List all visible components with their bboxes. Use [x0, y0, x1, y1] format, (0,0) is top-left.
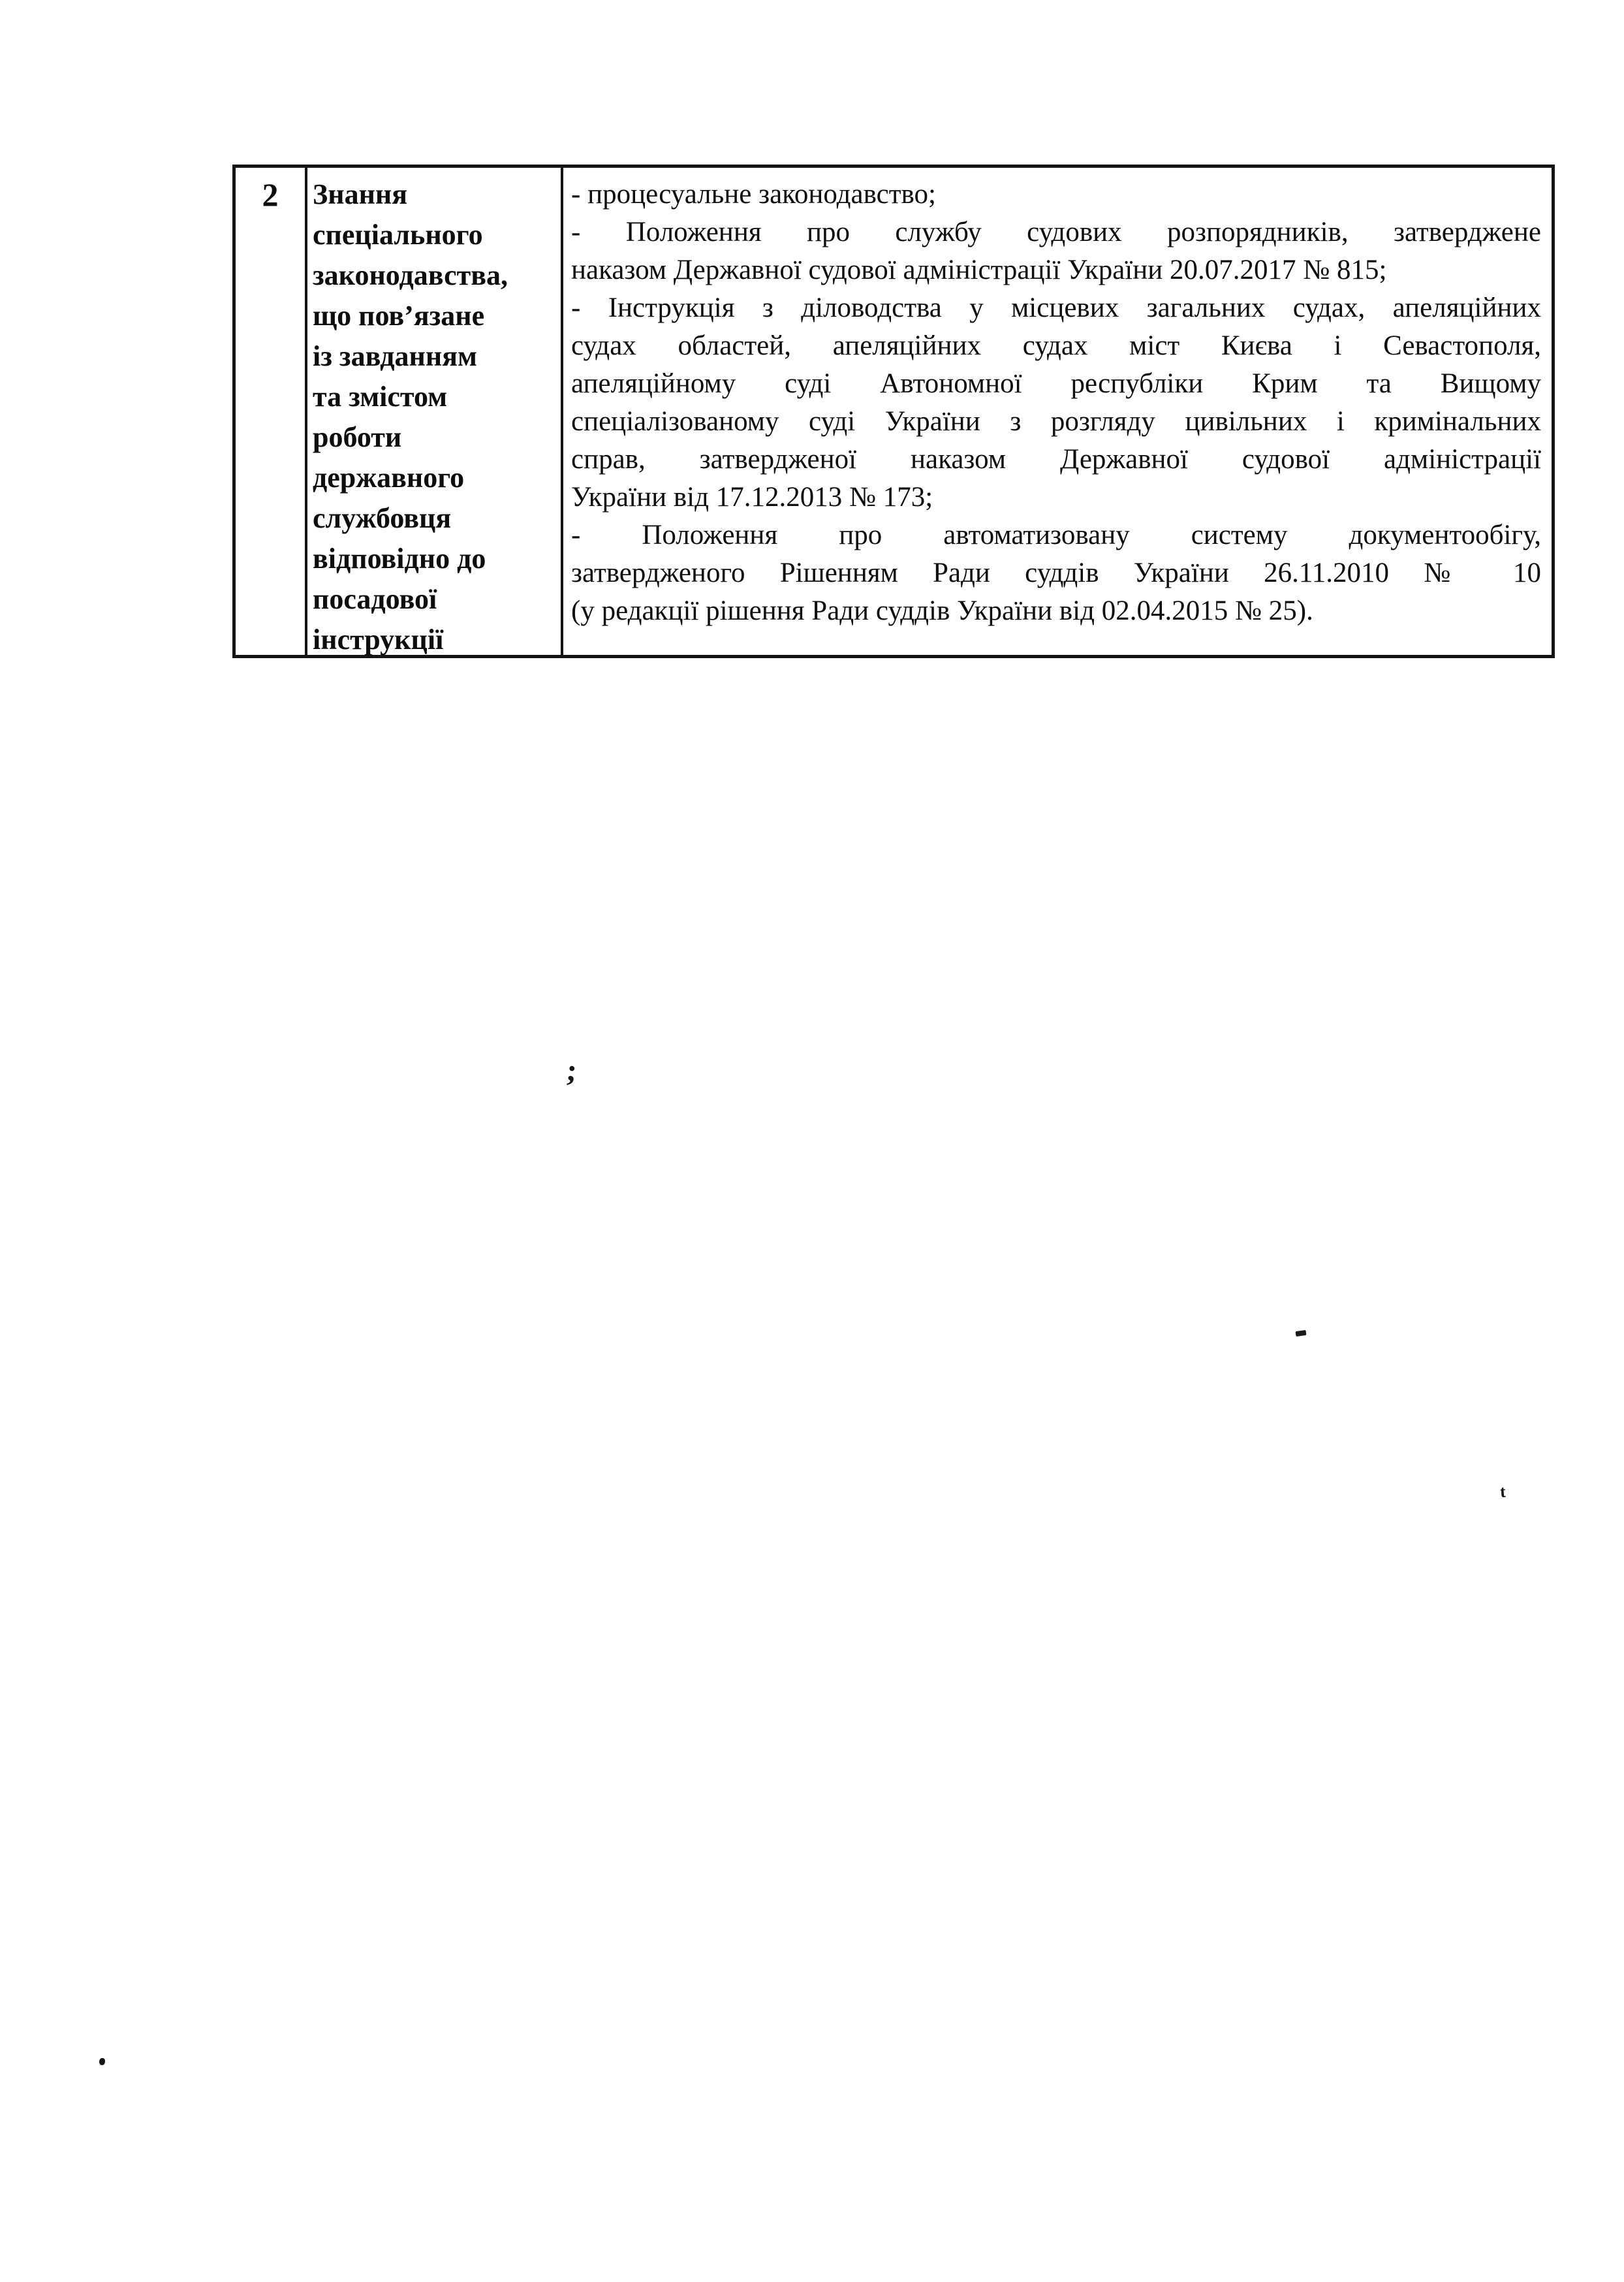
legislation-line: - Положення про автоматизовану систему документообігу, — [571, 520, 1541, 550]
legislation-item — [571, 289, 1541, 516]
criterion-line: законодавства, — [313, 259, 508, 291]
criterion-line: спеціального — [313, 219, 483, 251]
legislation-line: спеціалізованому суді України з розгляду цивільних і кримінальних — [571, 406, 1541, 437]
legislation-list-cell — [563, 168, 1552, 655]
legislation-item — [571, 176, 1541, 214]
legislation-line: України від 17.12.2013 № 173; — [571, 482, 933, 513]
legislation-item — [571, 214, 1541, 289]
criterion-cell — [307, 168, 563, 655]
legislation-line: судах областей, апеляційних судах міст Києва і Севастополя, — [571, 330, 1541, 361]
criterion-line: посадової — [313, 583, 437, 615]
row-number-cell — [236, 168, 307, 655]
legislation-line: апеляційному суді Автономної республіки Крим та Вищому — [571, 368, 1541, 399]
legislation-line: - Інструкція з діловодства у місцевих загальних судах, апеляційних — [571, 293, 1541, 323]
criterion-line: державного — [313, 462, 465, 494]
criterion-line: роботи — [313, 421, 402, 453]
legislation-line: наказом Державної судової адміністрації України 20.07.2017 № 815; — [571, 255, 1387, 285]
scan-speck-t: t — [1499, 1482, 1507, 1502]
criterion-line: що пов’язане — [313, 300, 485, 332]
criteria-table — [232, 165, 1555, 658]
criterion-line: інструкції — [313, 624, 444, 656]
criterion-line: із завданням — [313, 340, 477, 372]
criterion-line: та змістом — [313, 381, 448, 413]
legislation-line: (у редакції рішення Ради суддів України від 02.04.2015 № 25). — [571, 595, 1313, 626]
scan-speck-semicolon: ; — [565, 1053, 579, 1088]
legislation-line: - Положення про службу судових розпорядників, затверджене — [571, 217, 1541, 247]
legislation-line: - процесуальне законодавство; — [571, 179, 936, 210]
row-number: 2 — [262, 176, 279, 213]
criterion-line: службовця — [313, 502, 452, 534]
criterion-line: Знання — [313, 178, 408, 210]
scan-speck-dash — [1296, 1330, 1307, 1337]
criterion-line: відповідно до — [313, 543, 486, 575]
legislation-item — [571, 516, 1541, 630]
scan-speck-dot — [99, 2058, 105, 2065]
legislation-line: справ, затвердженої наказом Державної судової адміністрації — [571, 444, 1541, 475]
legislation-line: затвердженого Рішенням Ради суддів України 26.11.2010 № 10 — [571, 558, 1541, 588]
